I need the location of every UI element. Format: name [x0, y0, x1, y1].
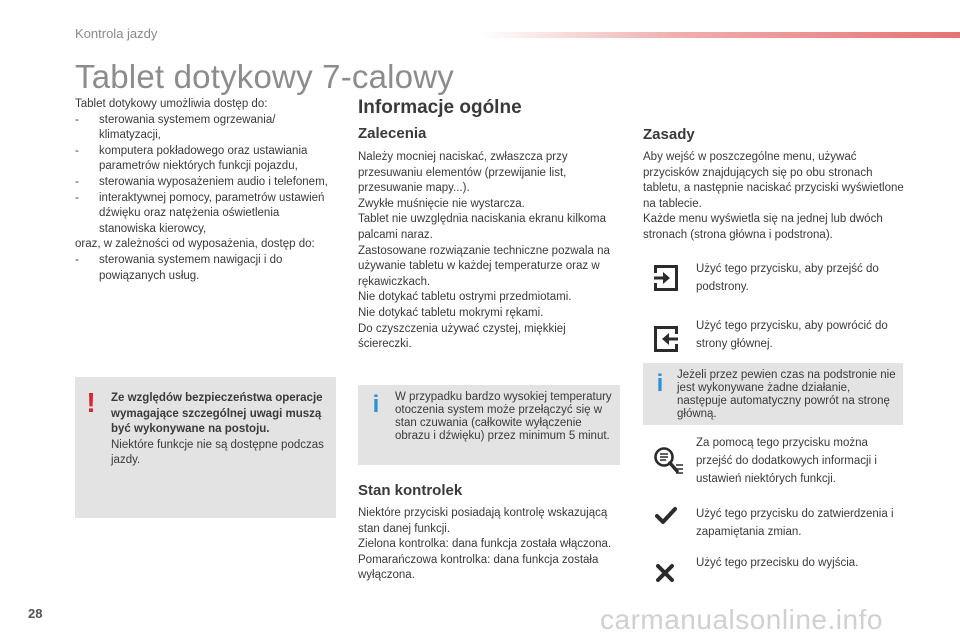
indicator-text	[358, 506, 620, 584]
recommendations-text	[358, 150, 618, 353]
legend-subpage-text: Użyć tego przycisku, aby przejść do podstrony.	[696, 263, 879, 293]
intro-item: - komputera pokładowego oraz ustawiania parametrów niektórych funkcji pojazdu,	[75, 144, 337, 175]
recommendation-paragraph: Należy mocniej naciskać, zwłaszcza przy przesuwaniu elementów (przewijanie list, przesuwanie mapy...).	[358, 151, 568, 195]
info-icon: i	[656, 370, 664, 397]
intro-item: - interaktywnej pomocy, parametrów ustawień dźwięku oraz natężenia oświetlenia stanowiska kierowcy,	[75, 191, 337, 238]
watermark: carmanualsonline.info	[600, 604, 883, 635]
warning-plain-text: Niektóre funkcje nie są dostępne podczas jazdy.	[111, 438, 324, 467]
legend-confirm-text: Użyć tego przycisku do zatwierdzenia i zapamiętania zmian.	[696, 508, 894, 538]
cross-icon	[655, 563, 675, 583]
general-heading: Informacje ogólne	[358, 97, 522, 118]
back-arrow-icon	[654, 326, 678, 352]
rules-heading: Zasady	[643, 126, 695, 143]
legend-exit-text: Użyć tego przecisku do wyjścia.	[696, 557, 859, 569]
exclamation-icon: !	[86, 387, 96, 418]
timeout-info-text: Jeżeli przez pewien czas na podstronie nie jest wykonywane żadne działanie, następuje automatyczny powrót na stronę główną.	[677, 369, 896, 420]
subpage-arrow-icon	[654, 265, 678, 291]
intro-item: - sterowania systemem nawigacji i do powiązanych usług.	[75, 253, 337, 284]
indicator-paragraph: Pomarańczowa kontrolka: dana funkcja została wyłączona.	[358, 553, 599, 582]
indicator-paragraph: Niektóre przyciski posiadają kontrolę wskazującą stan danej funkcji.	[358, 507, 608, 535]
rules-text	[643, 150, 905, 244]
recommendation-paragraph: Tablet nie uwzględnia naciskania ekranu kilkoma palcami naraz.	[358, 213, 607, 241]
recommendation-paragraph: Zwykłe muśnięcie nie wystarcza.	[358, 197, 525, 210]
page-title: Tablet dotykowy 7-calowy	[75, 58, 454, 95]
indicator-paragraph: Zielona kontrolka: dana funkcja została włączona.	[358, 538, 612, 551]
legend-settings-text: Za pomocą tego przycisku można przejść do dodatkowych informacji i ustawień niektórych funkcji.	[696, 437, 877, 485]
recommendations-heading: Zalecenia	[358, 125, 427, 142]
recommendation-paragraph: Zastosowane rozwiązanie techniczne pozwala na używanie tabletu w każdej temperaturze oraz w rękawiczkach.	[358, 244, 610, 288]
intro-item: - sterowania systemem ogrzewania/ klimatyzacji,	[75, 113, 337, 144]
warning-bold-text: Ze względów bezpieczeństwa operacje wymagające szczególnej uwagi muszą być wykonywane na postoju.	[111, 392, 323, 436]
intro-item: - sterowania wyposażeniem audio i telefonem,	[75, 175, 337, 191]
indicator-heading: Stan kontrolek	[358, 482, 463, 499]
intro-lead-2: oraz, w zależności od wyposażenia, dostęp do:	[75, 238, 315, 251]
checkmark-icon	[655, 506, 677, 526]
page-number: 28	[28, 606, 43, 621]
intro-lead: Tablet dotykowy umożliwia dostęp do:	[75, 98, 268, 110]
rules-paragraph: Każde menu wyświetla się na jednej lub dwóch stronach (strona główna i podstrona).	[643, 213, 883, 241]
section-label: Kontrola jazdy	[75, 26, 158, 41]
recommendation-paragraph: Do czyszczenia używać czystej, miękkiej ściereczki.	[358, 322, 566, 351]
recommendation-paragraph: Nie dotykać tabletu mokrymi rękami.	[358, 306, 544, 319]
recommendation-paragraph: Nie dotykać tabletu ostrymi przedmiotami.	[358, 291, 572, 304]
info-icon: i	[372, 391, 380, 418]
legend-back-text: Użyć tego przycisku, aby powrócić do strony głównej.	[696, 320, 888, 350]
rules-paragraph: Aby wejść w poszczególne menu, używać przycisków znajdujących się po obu stronach tabletu, a następnie naciskać przyciski wyświetlone na tablecie.	[643, 151, 904, 210]
intro-text	[75, 97, 337, 284]
settings-magnifier-icon	[652, 446, 684, 478]
warning-text	[111, 391, 326, 469]
temperature-info-text: W przypadku bardzo wysokiej temperatury otoczenia system może przełączyć się w stan czuwania (całkowite wyłączenie obrazu i dźwięku) przez minimum 5 minut.	[395, 391, 612, 442]
header-rule	[480, 32, 960, 38]
